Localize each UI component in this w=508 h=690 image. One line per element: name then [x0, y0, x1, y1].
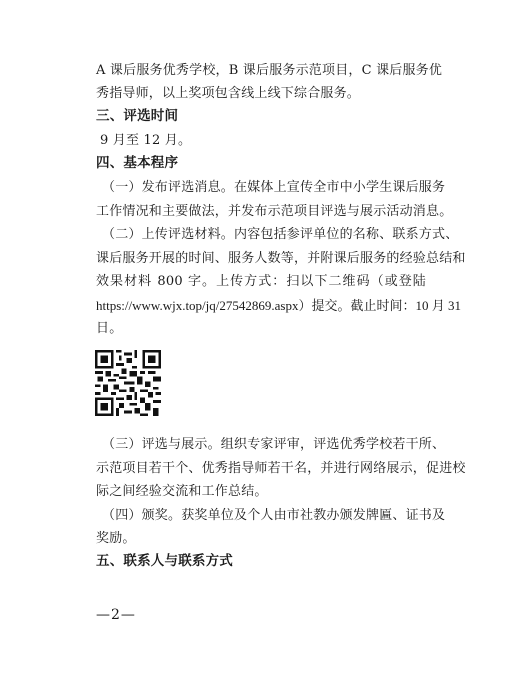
section-heading: 四、基本程序	[96, 155, 179, 171]
paragraph-line: （一）发布评选消息。在媒体上宣传全市中小学生课后服务	[102, 180, 446, 195]
paragraph-line: 工作情况和主要做法，并发布示范项目评选与展示活动消息。	[96, 204, 453, 219]
section-heading: 五、联系人与联系方式	[96, 553, 233, 569]
page-number: —2—	[96, 607, 136, 623]
paragraph-line: （二）上传评选材料。内容包括参评单位的名称、联系方式、	[102, 227, 459, 242]
paragraph-line: https://www.wjx.top/jq/27542869.aspx）提交。截止时间：10 月 31	[96, 298, 461, 313]
paragraph-line: 效果材料 800 字。上传方式：扫以下二维码（或登陆	[96, 274, 426, 289]
paragraph-line: 秀指导师，以上奖项包含线上线下综合服务。	[96, 86, 361, 101]
paragraph-line: （四）颁奖。获奖单位及个人由市社教办颁发牌匾、证书及	[102, 508, 446, 523]
paragraph-line: 日。	[96, 321, 123, 336]
qr-code-icon	[95, 350, 161, 416]
paragraph-line: 奖励。	[96, 531, 136, 546]
section-heading: 三、评选时间	[96, 108, 179, 124]
paragraph-line: 课后服务开展的时间、服务人数等，并附课后服务的经验总结和	[96, 251, 466, 266]
paragraph-line: 示范项目若干个、优秀指导师若干名，并进行网络展示，促进校	[96, 461, 466, 476]
paragraph-line: （三）评选与展示。组织专家评审，评选优秀学校若干所、	[102, 437, 446, 452]
paragraph-line: 际之间经验交流和工作总结。	[96, 484, 268, 499]
paragraph-line: 9 月至 12 月。	[100, 133, 192, 148]
paragraph-line: A 课后服务优秀学校，B 课后服务示范项目，C 课后服务优	[96, 63, 443, 78]
